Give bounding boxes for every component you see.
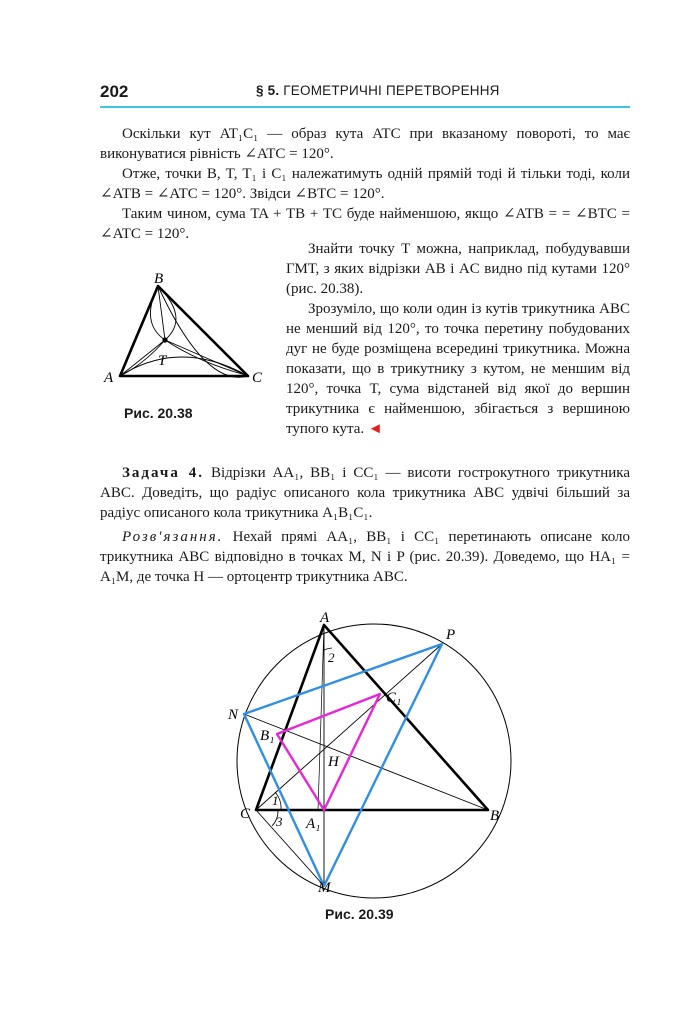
task-label: Задача 4. [122, 465, 205, 481]
figure-20-39 [220, 608, 530, 908]
label-b: B [154, 271, 164, 287]
solution-label: Розв'язання. [122, 529, 224, 545]
label-b1: B₁ [260, 728, 275, 744]
solution-paragraph: Розв'язання. Нехай прямі AA₁, BB₁ і CC₁ перетинають описане коло трикутника ABC відповідно в точках M, N і P (рис. 20.39). Доведемо, що HA₁ = A₁M, де точка H — ортоцентр трикутника ABC. [100, 529, 630, 585]
figure-caption-20-39: Рис. 20.39 [325, 906, 394, 922]
figure-20-38 [100, 268, 270, 388]
label-a: A [320, 610, 330, 626]
task-paragraph: Задача 4. Відрізки AA₁, BB₁ і CC₁ — висоти гострокутного трикутника ABC. Доведіть, що радіус описаного кола трикутника ABC удвічі більший за радіус описаного кола трикутника A₁B₁C₁. [100, 465, 630, 521]
page-header [100, 82, 630, 104]
label-t: T [158, 353, 167, 369]
paragraph: Зрозуміло, що коли один із кутів трикутника ABC не менший від 120°, то точка перетину побудованих дуг не буде розміщена всередині трикутника. Можна показати, що в трикутнику з кутом, не меншим від 120°, точка T, сума відстаней від якої до вершин трикутника є найменшою, збігається з вершиною тупого кута. ◄ [286, 301, 630, 437]
paragraph: Таким чином, сума TA + TB + TC буде найменшою, якщо ∠ATB = = ∠BTC = ∠ATC = 120°. [100, 206, 630, 242]
label-m: M [318, 880, 331, 896]
end-of-proof-icon: ◄ [367, 421, 383, 437]
label-p: P [446, 627, 456, 643]
angle-label-2: 2 [328, 650, 335, 665]
angle-label-1: 1 [272, 793, 279, 808]
header-rule [100, 106, 630, 108]
figure-caption-20-38: Рис. 20.38 [124, 405, 193, 421]
label-h: H [328, 754, 339, 770]
body-text-side [286, 239, 630, 439]
angle-label-3: 3 [276, 814, 283, 829]
body-text-task [100, 463, 630, 587]
label-n: N [228, 707, 239, 723]
label-a1: A₁ [306, 816, 321, 832]
label-c: C [252, 370, 263, 386]
label-c1: C₁ [386, 690, 402, 706]
label-a: A [104, 370, 114, 386]
page-number: 202 [100, 82, 129, 101]
paragraph: Отже, точки B, T, T₁ і C₁ належатимуть одній прямій тоді й тільки тоді, коли ∠ATB = ∠ATC = 120°. Звідси ∠BTC = 120°. [100, 166, 630, 202]
label-c: C [240, 806, 251, 822]
paragraph: Знайти точку T можна, наприклад, побудувавши ГМТ, з яких відрізки AB і AC видно під кутами 120° (рис. 20.38). [286, 241, 630, 297]
body-text-top [100, 124, 630, 244]
section-title: § 5. ГЕОМЕТРИЧНІ ПЕРЕТВОРЕННЯ [256, 83, 500, 98]
point-t [162, 337, 167, 342]
paragraph: Оскільки кут AT₁C₁ — образ кута ATC при вказаному повороті, то має виконуватися рівність ∠ATC = 120°. [100, 126, 630, 162]
label-b: B [490, 808, 500, 824]
